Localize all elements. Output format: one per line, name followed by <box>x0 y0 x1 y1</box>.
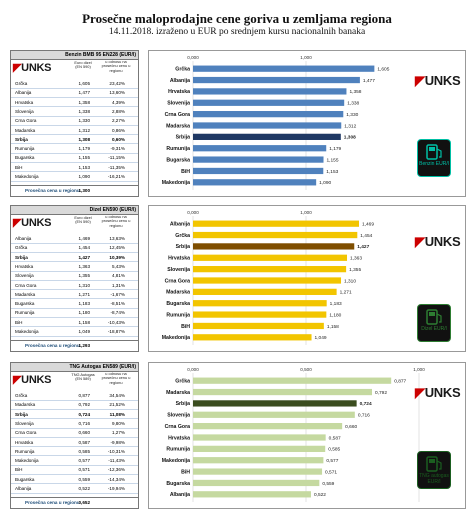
percent-diff: -14,34% <box>107 476 125 482</box>
data-label: 1,358 <box>349 90 362 96</box>
category-label: BiH <box>181 323 190 330</box>
price-value: 1,049 <box>78 329 90 334</box>
average-row <box>11 185 138 195</box>
table-row <box>11 401 138 410</box>
bar <box>193 334 312 340</box>
price-value: 1,183 <box>78 301 90 307</box>
country-name: Makedonija <box>15 329 39 334</box>
country-name: Srbija <box>15 411 28 417</box>
logo-mark: ◤ <box>415 73 425 88</box>
average-value: 0,652 <box>78 500 90 505</box>
price-value: 0,559 <box>78 476 90 482</box>
data-label: 1,179 <box>329 147 342 153</box>
percent-diff: -18,87% <box>107 329 125 334</box>
category-label: Grčka <box>175 378 190 385</box>
category-label: Albanija <box>169 492 190 499</box>
bar <box>193 480 319 486</box>
category-label: Madarska <box>166 123 190 130</box>
table-header: Benzin BMB 95 EN228 (EUR/l) <box>11 51 138 60</box>
data-label: 1,180 <box>329 313 342 319</box>
x-tick-label: 1,000 <box>300 210 312 215</box>
x-tick-label: 0,000 <box>187 367 199 372</box>
country-name: Slovenija <box>15 420 34 426</box>
fuel-pump-icon <box>417 304 451 342</box>
data-label: 1,355 <box>349 267 362 273</box>
bar <box>193 122 341 128</box>
data-label: 0,792 <box>374 390 388 396</box>
pump-glyph <box>418 142 450 162</box>
average-value: 1,293 <box>78 343 90 348</box>
table-row <box>11 411 138 420</box>
category-label: Makedonija <box>161 180 190 187</box>
price-table <box>10 362 139 509</box>
country-name: BiH <box>15 467 23 473</box>
table-row <box>11 99 138 108</box>
table-row <box>11 254 138 263</box>
price-value: 1,310 <box>78 282 90 288</box>
logo-mark: ◤ <box>13 374 22 386</box>
table-row <box>11 476 138 485</box>
category-label: Madarska <box>166 289 190 296</box>
percent-diff: 2,88% <box>111 108 125 114</box>
price-value: 1,090 <box>78 174 90 179</box>
table-row <box>11 392 138 401</box>
country-name: Srbija <box>15 254 28 260</box>
percent-diff: 11,08% <box>109 411 125 417</box>
table-row <box>11 457 138 466</box>
percent-diff: -9,31% <box>110 146 125 152</box>
category-label: Srbija <box>175 244 190 251</box>
category-label: Makedonija <box>161 458 190 465</box>
category-label: Makedonija <box>161 335 190 342</box>
price-value: 1,312 <box>78 127 90 133</box>
percent-diff: -10,43% <box>107 319 125 325</box>
table-row <box>11 173 138 182</box>
price-value: 0,792 <box>78 402 90 408</box>
percent-diff: -1,67% <box>110 291 125 297</box>
data-label: 1,090 <box>319 181 332 187</box>
logo-mark: ◤ <box>415 234 425 249</box>
price-value: 1,153 <box>78 164 90 170</box>
average-value: 1,300 <box>78 188 90 193</box>
table-row <box>11 235 138 244</box>
table-row <box>11 272 138 281</box>
table-row <box>11 164 138 173</box>
logo-text: UNKS <box>21 374 52 386</box>
country-name: Srbija <box>15 136 28 142</box>
category-label: Slovenija <box>167 100 190 107</box>
category-label: Grčka <box>175 66 190 73</box>
bar <box>193 434 326 440</box>
pump-glyph <box>418 307 450 327</box>
logo-text: UNKS <box>424 73 461 88</box>
data-label: 1,049 <box>314 336 327 342</box>
table-row <box>11 309 138 318</box>
data-label: 0,585 <box>328 447 341 453</box>
category-label: Bugarska <box>166 301 190 308</box>
data-label: 1,469 <box>361 222 375 228</box>
category-label: Srbija <box>175 401 190 408</box>
percent-diff: 4,81% <box>111 273 125 279</box>
column-header-diff: u odnosu na prosečnu cenu u regionu <box>101 214 131 228</box>
data-label: 1,477 <box>362 78 375 84</box>
category-label: Rumunija <box>166 446 190 453</box>
bar <box>193 232 357 238</box>
country-name: Makedonija <box>15 174 39 179</box>
category-label: Slovenija <box>167 266 190 273</box>
price-value: 0,587 <box>78 439 90 445</box>
price-value: 0,660 <box>78 430 90 436</box>
data-label: 0,660 <box>345 424 358 430</box>
country-name: Rumunija <box>15 310 35 316</box>
price-value: 1,338 <box>78 108 90 114</box>
category-label: Hrvatska <box>168 255 190 262</box>
percent-diff: -11,43% <box>108 458 125 464</box>
unks-logo <box>415 73 460 89</box>
logo-text: UNKS <box>21 62 52 74</box>
data-label: 1,308 <box>343 135 356 141</box>
price-value: 1,308 <box>78 136 90 142</box>
country-name: Bugarska <box>15 155 35 161</box>
data-label: 0,877 <box>394 379 407 385</box>
bar <box>193 255 347 261</box>
bar <box>193 378 391 384</box>
badge-label: Dizel EUR/l <box>421 326 447 332</box>
price-value: 1,155 <box>78 155 90 161</box>
bar <box>193 412 355 418</box>
table-row <box>11 136 138 145</box>
pump-window <box>429 147 435 151</box>
data-label: 1,330 <box>346 112 359 118</box>
country-name: Grčka <box>15 393 28 398</box>
percent-diff: 21,52% <box>109 402 125 408</box>
country-name: Crna Gora <box>15 430 37 436</box>
table-row <box>11 328 138 337</box>
category-label: BiH <box>181 469 190 476</box>
percent-diff: 10,39% <box>109 254 125 260</box>
country-name: Albanija <box>15 90 32 96</box>
x-tick-label: 1,000 <box>413 367 425 372</box>
data-label: 1,363 <box>350 256 363 262</box>
category-label: BiH <box>181 168 190 175</box>
table-header: TNG Autogas EN589 (EUR/l) <box>11 363 138 372</box>
table-row <box>11 117 138 126</box>
price-value: 1,454 <box>78 245 90 251</box>
bar <box>193 446 325 452</box>
percent-diff: 9,80% <box>111 420 125 426</box>
country-name: BiH <box>15 319 23 325</box>
x-tick-label: 1,000 <box>300 55 312 60</box>
percent-diff: 5,43% <box>111 263 125 269</box>
bar <box>193 111 343 117</box>
percent-diff: -9,98% <box>110 439 125 445</box>
percent-diff: -16,21% <box>107 174 125 179</box>
price-value: 1,477 <box>78 90 90 96</box>
price-value: 1,358 <box>78 99 90 105</box>
price-value: 1,469 <box>78 236 90 241</box>
data-label: 0,724 <box>359 402 372 408</box>
table-row <box>11 244 138 253</box>
badge-label: TNG autogas EUR/l <box>419 473 449 485</box>
category-label: Albanija <box>169 77 190 84</box>
price-table <box>10 50 139 197</box>
country-name: Bugarska <box>15 476 35 482</box>
pump-window <box>429 459 435 463</box>
price-value: 0,877 <box>78 393 90 398</box>
data-label: 1,338 <box>347 101 360 107</box>
table-row <box>11 291 138 300</box>
percent-diff: 0,86% <box>111 127 125 133</box>
bar-chart <box>148 50 466 197</box>
table-row <box>11 108 138 117</box>
country-name: Madarska <box>15 127 36 133</box>
bar <box>193 100 344 106</box>
table-row <box>11 429 138 438</box>
column-header-price: Euro dizel (EN 590) <box>74 60 92 70</box>
table-row <box>11 263 138 272</box>
percent-diff: 2,27% <box>111 118 125 124</box>
country-name: Grčka <box>15 245 28 251</box>
fuel-pump-icon <box>417 451 451 489</box>
price-value: 1,330 <box>78 118 90 124</box>
logo-mark: ◤ <box>415 385 425 400</box>
data-label: 1,271 <box>339 290 352 296</box>
pump-glyph <box>418 454 450 474</box>
country-name: Grčka <box>15 81 28 86</box>
data-label: 1,310 <box>344 279 357 285</box>
country-name: Albanija <box>15 236 32 241</box>
bar-chart <box>148 362 466 509</box>
bar <box>193 289 337 295</box>
table-row <box>11 80 138 89</box>
data-label: 0,587 <box>328 436 341 442</box>
price-value: 0,724 <box>78 411 90 417</box>
bar <box>193 277 341 283</box>
bar <box>193 179 316 185</box>
page-title: Prosečne maloprodajne cene goriva u zemljama regiona <box>82 11 392 26</box>
data-label: 1,155 <box>326 158 339 164</box>
percent-diff: 12,45% <box>109 245 125 251</box>
percent-diff: -19,94% <box>107 486 125 491</box>
data-label: 0,559 <box>322 481 335 487</box>
percent-diff: 34,54% <box>109 393 125 398</box>
bar <box>193 491 311 497</box>
column-header-price: Euro dizel (EN 590) <box>74 215 92 225</box>
unks-logo <box>13 216 51 229</box>
price-value: 1,180 <box>78 310 90 316</box>
country-name: Hrvatska <box>15 99 34 105</box>
data-label: 1,312 <box>344 124 357 130</box>
data-label: 1,183 <box>329 302 342 308</box>
price-value: 1,363 <box>78 263 90 269</box>
bar <box>193 300 327 306</box>
table-row <box>11 127 138 136</box>
data-label: 1,158 <box>326 324 339 330</box>
data-label: 1,153 <box>326 169 339 175</box>
pump-window <box>429 312 435 316</box>
data-label: 0,577 <box>326 459 339 465</box>
table-row <box>11 466 138 475</box>
percent-diff: 13,63% <box>109 236 125 241</box>
percent-diff: 0,60% <box>111 136 125 142</box>
bar <box>193 88 346 94</box>
bar <box>193 323 324 329</box>
logo-text: UNKS <box>424 234 461 249</box>
category-label: Madarska <box>166 389 190 396</box>
column-header-diff: u odnosu na prosečnu cenu u regionu <box>101 371 131 385</box>
bar <box>193 145 326 151</box>
category-label: Crna Gora <box>164 278 190 285</box>
table-row <box>11 89 138 98</box>
badge-label: Benzin EUR/l <box>419 161 449 167</box>
data-label: 1,454 <box>360 233 373 239</box>
country-name: Crna Gora <box>15 118 37 124</box>
unks-logo <box>13 373 51 386</box>
category-label: Hrvatska <box>168 89 190 96</box>
percent-diff: 13,60% <box>109 90 125 96</box>
unks-logo <box>415 234 460 250</box>
price-value: 1,355 <box>78 273 90 279</box>
country-name: Hrvatska <box>15 263 34 269</box>
country-name: Madarska <box>15 402 36 408</box>
percent-diff: -8,74% <box>110 310 125 316</box>
bar <box>193 266 346 272</box>
bar <box>193 156 324 162</box>
logo-text: UNKS <box>424 385 461 400</box>
category-label: Srbija <box>175 134 190 141</box>
price-value: 1,158 <box>78 319 90 325</box>
table-row <box>11 420 138 429</box>
category-label: Crna Gora <box>164 111 190 118</box>
bar <box>193 457 323 463</box>
table-row <box>11 319 138 328</box>
category-label: Slovenija <box>167 412 190 419</box>
price-value: 0,585 <box>78 448 90 454</box>
country-name: Bugarska <box>15 301 35 307</box>
bar <box>193 221 359 227</box>
data-label: 0,571 <box>325 470 338 476</box>
x-tick-label: 0,000 <box>187 55 199 60</box>
price-value: 0,522 <box>78 486 90 491</box>
price-value: 0,716 <box>78 420 90 426</box>
bar <box>193 400 357 406</box>
percent-diff: 1,27% <box>111 430 125 436</box>
fuel-pump-icon <box>417 139 451 177</box>
percent-diff: 4,39% <box>111 99 125 105</box>
price-value: 0,577 <box>78 458 90 464</box>
percent-diff: -12,36% <box>107 467 125 473</box>
category-label: Hrvatska <box>168 435 190 442</box>
bar <box>193 423 342 429</box>
page-subtitle: 14.11.2018. izraženo u EUR po srednjem kursu nacionalnih banaka <box>108 27 366 37</box>
country-name: Rumunija <box>15 448 35 454</box>
country-name: Rumunija <box>15 146 35 152</box>
price-value: 1,179 <box>78 146 90 152</box>
category-label: Albanija <box>169 221 190 228</box>
bar <box>193 66 374 72</box>
price-value: 1,271 <box>78 291 90 297</box>
average-label: Prosečna cena u regionu <box>25 188 80 193</box>
country-name: Madarska <box>15 291 36 297</box>
bar-chart <box>148 205 466 352</box>
category-label: Bugarska <box>166 157 190 164</box>
percent-diff: 1,31% <box>111 282 125 288</box>
price-value: 1,605 <box>78 81 90 86</box>
table-row <box>11 300 138 309</box>
table-row <box>11 145 138 154</box>
table-row <box>11 448 138 457</box>
data-label: 0,522 <box>313 493 326 499</box>
bar <box>193 468 322 474</box>
unks-logo <box>415 385 460 401</box>
x-tick-label: 0,000 <box>187 210 199 215</box>
bar <box>193 134 341 140</box>
table-row <box>11 439 138 448</box>
table-row <box>11 154 138 163</box>
table-header: Dizel EN590 (EUR/l) <box>11 206 138 215</box>
bar <box>193 77 360 83</box>
logo-text: UNKS <box>21 217 52 229</box>
category-label: Crna Gora <box>164 423 190 430</box>
country-name: Hrvatska <box>15 439 34 445</box>
country-name: Crna Gora <box>15 282 37 288</box>
average-label: Prosečna cena u regionu <box>25 500 80 505</box>
unks-logo <box>13 61 51 74</box>
column-header-diff: u odnosu na prosečnu cenu u regionu <box>101 59 131 73</box>
country-name: Albanija <box>15 486 32 491</box>
bar <box>193 243 354 249</box>
country-name: Slovenija <box>15 273 34 279</box>
price-value: 0,571 <box>78 467 90 473</box>
country-name: Slovenija <box>15 108 34 114</box>
average-row <box>11 340 138 350</box>
data-label: 1,427 <box>357 245 370 251</box>
price-table <box>10 205 139 352</box>
average-row <box>11 497 138 507</box>
price-value: 1,427 <box>78 254 90 260</box>
x-tick-label: 0,500 <box>300 367 312 372</box>
logo-mark: ◤ <box>13 62 22 74</box>
percent-diff: 23,42% <box>109 81 125 86</box>
table-row <box>11 282 138 291</box>
bar <box>193 311 326 317</box>
average-label: Prosečna cena u regionu <box>25 343 80 348</box>
table-row <box>11 485 138 494</box>
percent-diff: -11,35% <box>108 164 125 170</box>
logo-mark: ◤ <box>13 217 22 229</box>
category-label: Grčka <box>175 232 190 239</box>
data-label: 1,605 <box>377 67 390 73</box>
category-label: Rumunija <box>166 146 190 153</box>
country-name: BiH <box>15 164 23 170</box>
data-label: 0,716 <box>357 413 370 419</box>
percent-diff: -10,31% <box>107 448 125 454</box>
category-label: Rumunija <box>166 312 190 319</box>
column-header-price: TNG Autogas (EN 589) <box>71 372 95 382</box>
country-name: Makedonija <box>15 458 39 464</box>
percent-diff: -11,15% <box>108 155 125 161</box>
bar <box>193 389 372 395</box>
bar <box>193 168 323 174</box>
percent-diff: -8,51% <box>110 301 125 307</box>
category-label: Bugarska <box>166 480 190 487</box>
